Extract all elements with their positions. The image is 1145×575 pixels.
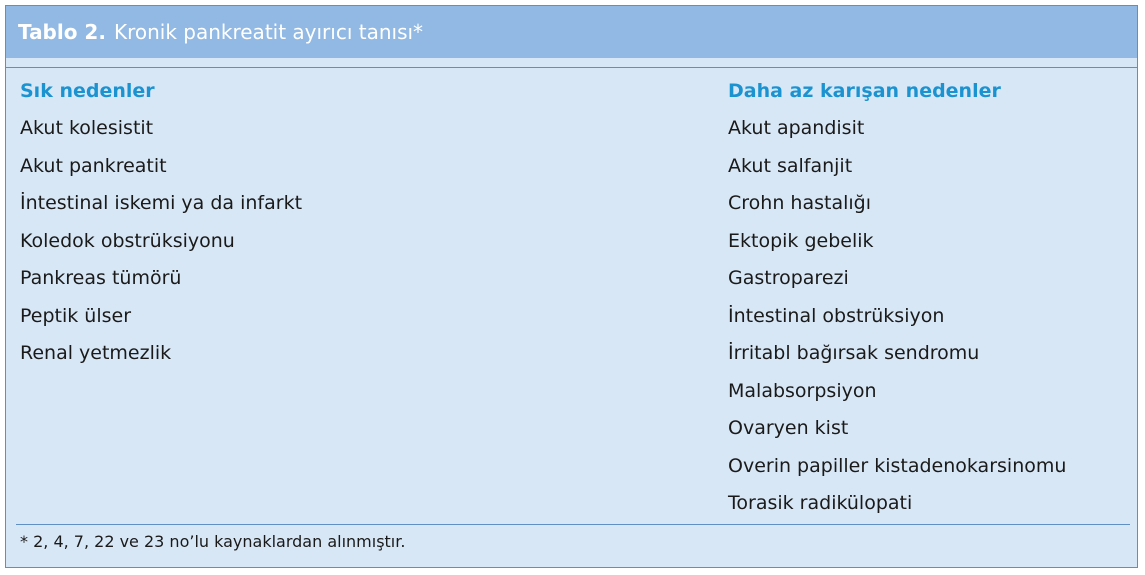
list-item: Koledok obstrüksiyonu	[20, 229, 235, 252]
column-less-common-causes	[728, 78, 1066, 528]
list-item: Overin papiller kistadenokarsinomu	[728, 454, 1067, 477]
table-number: Tablo 2.	[18, 20, 106, 44]
table-frame	[5, 5, 1138, 568]
list-item: Gastroparezi	[728, 267, 849, 289]
footer-divider	[16, 524, 1130, 525]
list-item: Peptik ülser	[20, 304, 132, 327]
list-item: Akut salfanjit	[728, 154, 853, 177]
list-item: İntestinal iskemi ya da infarkt	[20, 192, 303, 214]
list-item: İrritabl bağırsak sendromu	[728, 342, 980, 364]
list-item: Akut pankreatit	[20, 154, 167, 177]
list-item: Crohn hastalığı	[728, 192, 871, 214]
table-footnote: * 2, 4, 7, 22 ve 23 no’lu kaynaklardan alınmıştır.	[20, 532, 406, 551]
list-item: Torasik radikülopati	[728, 492, 913, 514]
list-item: Malabsorpsiyon	[728, 379, 877, 402]
column-header-less-common-causes: Daha az karışan nedenler	[728, 80, 1001, 102]
less-common-causes-list	[728, 115, 1066, 528]
list-item: Akut apandisit	[728, 117, 865, 139]
list-item: Ektopik gebelik	[728, 229, 874, 252]
header-divider	[6, 67, 1137, 68]
column-header-common-causes: Sık nedenler	[20, 80, 155, 102]
list-item: Pankreas tümörü	[20, 267, 182, 289]
column-common-causes	[20, 78, 302, 378]
list-item: Ovaryen kist	[728, 417, 849, 439]
list-item: Akut kolesistit	[20, 117, 154, 139]
table-title: Kronik pankreatit ayırıcı tanısı*	[113, 20, 424, 44]
list-item: Renal yetmezlik	[20, 342, 172, 364]
common-causes-list	[20, 115, 302, 378]
table-title-bar	[6, 6, 1137, 58]
list-item: İntestinal obstrüksiyon	[728, 304, 945, 327]
